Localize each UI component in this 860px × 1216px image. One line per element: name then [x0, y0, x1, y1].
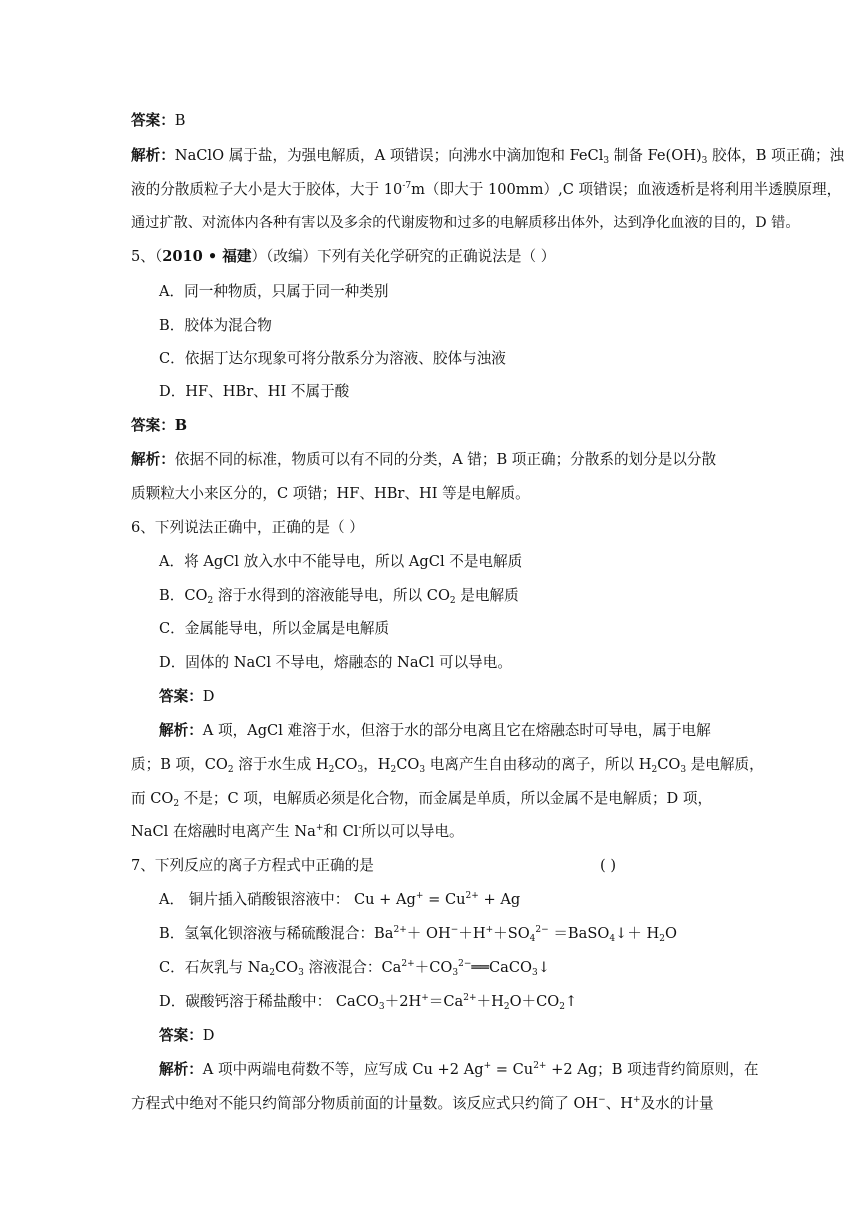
q5-option-d: D．HF、HBr、HI 不属于酸 — [159, 383, 350, 400]
q6-option-a: A．将 AgCl 放入水中不能导电，所以 AgCl 不是电解质 — [159, 553, 523, 570]
q7-option-b: B．氢氧化钡溶液与稀硫酸混合：$Ba^{2+}+ OH^-+H^++SO_4^{2-}$ ＝BaSO$_4$↓＋ $H_2O$ — [159, 925, 677, 944]
answer-label: 答案： — [131, 112, 175, 129]
q7-option-d: D．碳酸钙溶于稀盐酸中： $CaCO_3+2H^+=Ca^{2+}+H_2O+CO_2↑$ — [159, 993, 578, 1012]
q5-analysis-line-2: 质颗粒大小来区分的，C 项错；HF、HBr、HI 等是电解质。 — [131, 485, 530, 502]
q6-answer: 答案：D — [159, 688, 215, 705]
q7-answer: 答案：D — [159, 1027, 215, 1044]
q5-option-a: A．同一种物质，只属于同一种类别 — [159, 283, 389, 300]
q5-stem: 5、（2010 • 福建）（改编）下列有关化学研究的正确说法是（ ） — [131, 248, 556, 265]
q7-option-c: C．石灰乳与 $Na_2CO_3$ 溶液混合：$Ca^{2+}+CO_3^{2-}══CaCO_3↓$ — [159, 959, 550, 978]
q7-analysis-line-2: 方程式中绝对不能只约简部分物质前面的计量数。该反应式只约简了 OH−、H+及水的计量 — [131, 1095, 714, 1112]
q5-option-b: B．胶体为混合物 — [159, 317, 272, 334]
q4-analysis-line-3: 通过扩散、对流体内各种有害以及多余的代谢废物和过多的电解质移出体外，达到净化血液的目的，D 错。 — [131, 215, 800, 231]
q7-paren: ( ) — [600, 857, 617, 874]
q6-option-c: C．金属能导电，所以金属是电解质 — [159, 620, 390, 637]
q7-analysis-line-1: 解析：A 项中两端电荷数不等，应写成 Cu +2 $Ag^+ = Cu^{2+} +2$ Ag；B 项违背约简原则，在 — [159, 1061, 759, 1078]
q4-analysis-line-1: 解析：NaClO 属于盐，为强电解质，A 项错误；向沸水中滴加饱和 FeCl$_3$ 制备 $Fe(OH)_3$ 胶体，B 项正确；浊 — [131, 147, 845, 166]
q5-source: 2010 • 福建 — [162, 248, 252, 265]
q6-stem: 6、下列说法正确中，正确的是（ ） — [131, 519, 364, 536]
q5-analysis-line-1: 解析：依据不同的标准，物质可以有不同的分类，A 错；B 项正确；分散系的划分是以分散 — [131, 451, 717, 468]
q7-option-a: A． 铜片插入硝酸银溶液中： $Cu + Ag^+ = Cu^{2+} + Ag$ — [159, 891, 521, 908]
q4-analysis-line-2: 液的分散质粒子大小是大于胶体，大于 $10^{-7}m$（即大于 100mm）,C 项错误；血液透析是将利用半透膜原理， — [131, 181, 842, 198]
q6-analysis-line-4: NaCl 在熔融时电离产生 Na+和 Cl-所以可以导电。 — [131, 823, 464, 840]
q5-option-c: C．依据丁达尔现象可将分散系分为溶液、胶体与浊液 — [159, 350, 506, 367]
q6-option-b: B．$CO_2$ 溶于水得到的溶液能导电，所以 $CO_2$ 是电解质 — [159, 587, 519, 606]
q6-analysis-line-1: 解析：A 项，AgCl 难溶于水，但溶于水的部分电离且它在熔融态时可导电，属于电解 — [159, 722, 711, 739]
q6-analysis-line-3: 而 $CO_2$ 不是；C 项，电解质必须是化合物，而金属是单质，所以金属不是电解质；D 项， — [131, 790, 713, 809]
answer-value: B — [174, 112, 186, 129]
q4-answer — [131, 111, 186, 131]
q6-option-d: D．固体的 NaCl 不导电，熔融态的 NaCl 可以导电。 — [159, 654, 512, 671]
q7-stem: 7、下列反应的离子方程式中正确的是 — [131, 857, 374, 874]
q5-answer: 答案：B — [131, 417, 188, 434]
analysis-label: 解析： — [131, 147, 175, 164]
q6-analysis-line-2: 质；B 项，$CO_2$ 溶于水生成 $H_2CO_3$，$H_2CO_3$ 电离产生自由移动的离子，所以 $H_2CO_3$ 是电解质， — [131, 756, 764, 775]
